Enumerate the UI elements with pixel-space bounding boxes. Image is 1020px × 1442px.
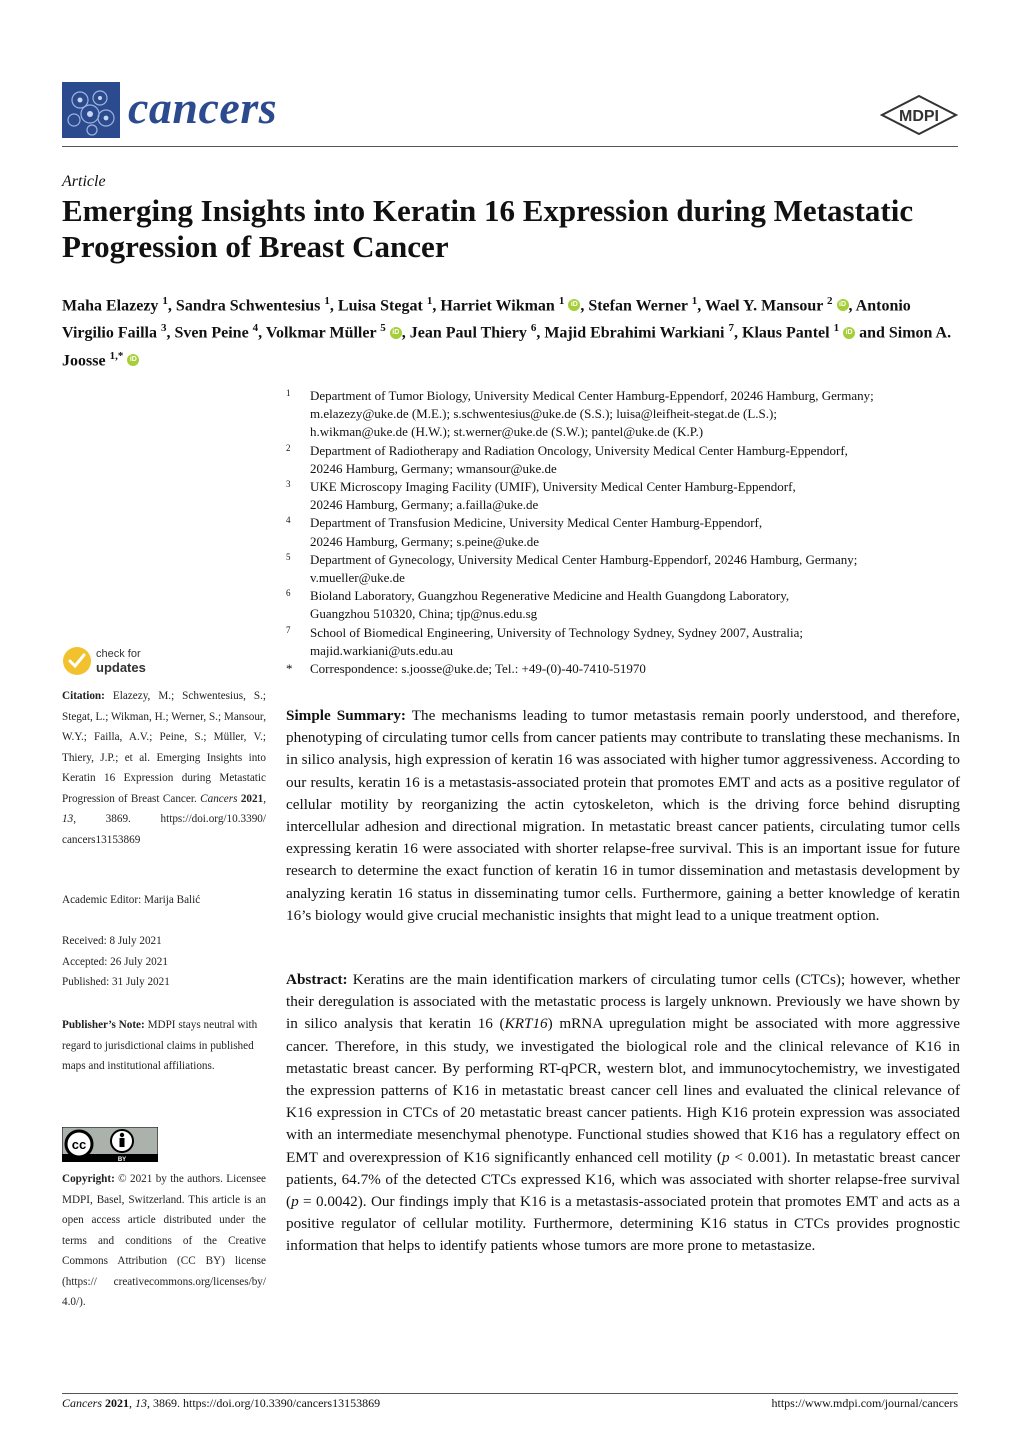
- article-type: Article: [62, 173, 106, 190]
- citation-block: Citation: Elazezy, M.; Schwentesius, S.; Stegat, L.; Wikman, H.; Werner, S.; Mansour, W.Y.; Failla, A.V.; Peine, S.; Müller, V.; Thiery, J.P.; et al. Emerging Insights into Keratin 16 Expression during Metastatic Progression of Breast Cancer. Cancers 2021, 13, 3869. https://doi.org/10.3390/ cancers13153869: [62, 690, 267, 846]
- author-name: Majid Ebrahimi Warkiani: [544, 324, 725, 342]
- author-name: Wael Y. Mansour: [704, 297, 824, 315]
- affiliation-item: [286, 442, 966, 478]
- orcid-icon[interactable]: iD: [127, 354, 139, 366]
- affiliation-line: Department of Transfusion Medicine, University Medical Center Hamburg-Eppendorf,: [310, 515, 763, 531]
- affiliation-line: 20246 Hamburg, Germany; a.failla@uke.de: [310, 497, 539, 513]
- affiliation-item: [286, 551, 966, 587]
- footer-year: 2021: [105, 1396, 129, 1410]
- svg-text:cc: cc: [71, 1137, 87, 1152]
- author-name: Harriet Wikman: [440, 297, 555, 315]
- publisher-logo-text: MDPI: [899, 108, 939, 125]
- author-name: Sven Peine: [174, 324, 249, 342]
- author-affiliation-number: 7: [728, 322, 734, 335]
- affiliation-line: Department of Gynecology, University Medical Center Hamburg-Eppendorf, 20246 Hamburg, Germany;: [310, 551, 858, 567]
- author-name: Maha Elazezy: [62, 297, 159, 315]
- publisher-note: [62, 1015, 266, 1077]
- abstract-text-part4: = 0.0042). Our findings imply that K16 is a metastasis-associated protein that promotes EMT and acts as a positive regulator of cellular motility. Furthermore, determining K16 status in CTCs provides prognostic information that helps to identify patients whose tumors are more prone to metastasize.: [286, 1193, 960, 1255]
- author-name: Klaus Pantel: [742, 324, 830, 342]
- publisher-note-text: MDPI stays neutral with regard to jurisdictional claims in published maps and institutional affiliations.: [62, 1019, 258, 1072]
- author-name: Volkmar Müller: [265, 324, 377, 342]
- abstract: [286, 969, 960, 1258]
- author-name: Simon A. Joosse: [62, 324, 952, 369]
- footer-citation: Cancers 2021, 13, 3869. https://doi.org/10.3390/cancers13153869: [62, 1396, 381, 1410]
- affiliation-line: majid.warkiani@uts.edu.au: [310, 642, 454, 658]
- affiliation-line: Department of Radiotherapy and Radiation Oncology, University Medical Center Hamburg-Eppendorf,: [310, 442, 848, 458]
- author-affiliation-number: 1,*: [109, 349, 124, 362]
- accepted-date: Accepted: 26 July 2021: [62, 955, 168, 968]
- orcid-icon[interactable]: iD: [568, 299, 580, 311]
- page-title: Emerging Insights into Keratin 16 Expression during Metastatic Progression of Breast Cancer: [62, 193, 914, 264]
- check-updates-line2: updates: [96, 660, 146, 675]
- check-for-updates-label[interactable]: [96, 648, 146, 676]
- affiliation-item: [286, 660, 966, 678]
- author-name: Jean Paul Thiery: [409, 324, 527, 342]
- affiliation-number: 5: [286, 551, 291, 562]
- affiliation-item: [286, 478, 966, 514]
- footer-journal-url[interactable]: https://www.mdpi.com/journal/cancers: [771, 1396, 958, 1410]
- cc-by-license-icon[interactable]: [62, 1127, 158, 1162]
- abstract-gene: KRT16: [504, 1015, 548, 1033]
- citation-text: Elazezy, M.; Schwentesius, S.; Stegat, L.; Wikman, H.; Werner, S.; Mansour, W.Y.; Failla, A.V.; Peine, S.; Müller, V.; Thiery, J.P.; et al. Emerging Insights into Keratin 16 Expression during Metastatic Progression of Breast Cancer.: [62, 690, 267, 805]
- author-name: Antonio Virgilio Failla: [62, 297, 911, 342]
- author-list: Maha Elazezy $^1$, Sandra Schwentesius $^1$, Luisa Stegat $^1$, Harriet Wikman $^1$ iD , Stefan Werner $^1$, Wael Y. Mansour $^2$ iD , Antonio Virgilio Failla $^3$, Sven Peine $^4$, Volkmar Müller $^5$ iD , Jean Paul Thiery $^6$, Majid Ebrahimi Warkiani $^7$, Klaus Pantel $^1$ iD and Simon A. Joosse $^{1,*}$ iD: [62, 295, 952, 369]
- abstract-text-part3: < 0.001). In metastatic breast cancer patients, 64.7% of the detected CTCs expressed K16, which was associated with shorter relapse-free survival (: [286, 1148, 960, 1211]
- authors-conjunction: and: [859, 324, 885, 342]
- footer-divider: [62, 1393, 958, 1394]
- abstract-p-var-2: p: [291, 1193, 299, 1211]
- author-affiliation-number: 6: [530, 322, 537, 335]
- publisher-note-label: Publisher’s Note:: [62, 1019, 145, 1031]
- orcid-icon[interactable]: iD: [843, 327, 855, 339]
- affiliation-line: m.elazezy@uke.de (M.E.); s.schwentesius@uke.de (S.S.); luisa@leifheit-stegat.de (L.S.);: [310, 406, 777, 422]
- affiliation-item: [286, 387, 966, 442]
- author-affiliation-number: 1: [426, 295, 433, 307]
- abstract-text-part2: ) mRNA upregulation might be associated with more aggressive cancer. Therefore, in this study, we investigated the biological role and the clinical relevance of K16 in metastatic breast cancer. By performing RT-qPCR, western blot, and immunocytochemistry, we investigated the expression patterns of K16 in metastatic breast cancer cell lines and evaluated the clinical relevance of K16 expression in CTCs of 20 metastatic breast cancer patients. High K16 protein expression was associated with an intermediate mesenchymal phenotype. Functional studies showed that K16 has a regulatory effect on EMT and overexpression of K16 significantly enhanced cell motility (: [286, 1015, 960, 1166]
- orcid-icon[interactable]: iD: [837, 299, 849, 311]
- abstract-text-part1: Keratins are the main identification markers of circulating tumor cells (CTCs); however, whether their deregulation is associated with the metastatic process is largely unknown. Previously we have shown by in silico analysis that keratin 16 (: [286, 971, 960, 1033]
- citation-journal: Cancers: [200, 792, 238, 805]
- citation-label: Citation:: [62, 690, 105, 702]
- author-name: Sandra Schwentesius: [175, 297, 321, 315]
- check-updates-line1: check for: [96, 648, 141, 660]
- footer-volume: 13: [135, 1396, 147, 1410]
- affiliation-item: [286, 514, 966, 550]
- affiliation-line: Correspondence: s.joosse@uke.de; Tel.: +49-(0)-40-7410-51970: [310, 661, 646, 677]
- received-date: Received: 8 July 2021: [62, 935, 162, 947]
- check-for-updates-icon[interactable]: [62, 646, 92, 676]
- journal-name: cancers: [128, 82, 278, 133]
- orcid-icon[interactable]: iD: [390, 327, 402, 339]
- author-affiliation-number: 1: [691, 295, 698, 307]
- academic-editor: Academic Editor: Marija Balić: [62, 894, 201, 906]
- header-divider: [62, 146, 958, 147]
- affiliation-line: Department of Tumor Biology, University Medical Center Hamburg-Eppendorf, 20246 Hamburg, Germany;: [310, 388, 874, 403]
- affiliation-number: *: [286, 661, 293, 677]
- affiliation-item: [286, 624, 966, 660]
- author-name: Stefan Werner: [588, 297, 688, 315]
- footer-doi-link[interactable]: , 3869. https://doi.org/10.3390/cancers13153869: [147, 1396, 381, 1410]
- affiliation-number: 4: [286, 515, 291, 526]
- affiliation-line: School of Biomedical Engineering, University of Technology Sydney, Sydney 2007, Australia;: [310, 624, 804, 640]
- affiliation-line: v.mueller@uke.de: [310, 570, 405, 586]
- author-affiliation-number: 1: [162, 295, 168, 307]
- journal-logo-icon: [62, 82, 120, 138]
- simple-summary: [286, 705, 960, 927]
- citation-doi-link[interactable]: , 3869. https://doi.org/10.3390/ cancers13153869: [62, 813, 266, 846]
- author-affiliation-number: 1: [324, 295, 330, 307]
- author-affiliation-number: 1: [833, 322, 840, 335]
- author-name: Luisa Stegat: [337, 297, 423, 315]
- affiliation-number: 7: [286, 624, 291, 635]
- affiliation-line: Bioland Laboratory, Guangzhou Regenerative Medicine and Health Guangdong Laboratory,: [310, 588, 790, 604]
- citation-volume: 13: [62, 813, 74, 825]
- copyright-block: [62, 1169, 266, 1313]
- abstract-p-var-1: p: [721, 1148, 730, 1166]
- affiliation-number: 6: [286, 588, 291, 599]
- author-affiliation-number: 2: [827, 295, 833, 307]
- simple-summary-label: Simple Summary:: [286, 707, 406, 724]
- affiliation-line: 20246 Hamburg, Germany; wmansour@uke.de: [310, 460, 557, 476]
- affiliation-number: 2: [286, 442, 291, 453]
- copyright-text: © 2021 by the authors. Licensee MDPI, Basel, Switzerland. This article is an open access article distributed under the terms and conditions of the Creative Commons Attribution (CC BY) license (https:// creativecommons.org/licenses/by/ 4.0/).: [62, 1173, 266, 1308]
- affiliation-line: h.wikman@uke.de (H.W.); st.werner@uke.de (S.W.); pantel@uke.de (K.P.): [310, 424, 704, 440]
- footer-journal: Cancers: [62, 1396, 102, 1410]
- dates: [62, 931, 266, 993]
- affiliation-number: 1: [286, 388, 291, 398]
- author-affiliation-number: 5: [380, 322, 386, 335]
- abstract-label: Abstract:: [286, 971, 348, 988]
- affiliation-number: 3: [286, 479, 291, 490]
- affiliation-line: 20246 Hamburg, Germany; s.peine@uke.de: [310, 533, 540, 549]
- author-affiliation-number: 4: [252, 322, 259, 335]
- affiliation-line: Guangzhou 510320, China; tjp@nus.edu.sg: [310, 606, 538, 622]
- copyright-label: Copyright:: [62, 1173, 115, 1185]
- mdpi-logo-icon: [880, 95, 958, 135]
- affiliations: [286, 387, 966, 678]
- affiliation-item: [286, 587, 966, 623]
- published-date: Published: 31 July 2021: [62, 976, 170, 988]
- affiliation-line: UKE Microscopy Imaging Facility (UMIF), University Medical Center Hamburg-Eppendorf,: [310, 479, 796, 495]
- simple-summary-text: The mechanisms leading to tumor metastasis remain poorly understood, and therefore, phenotyping of circulating tumor cells from cancer patients may contribute to translating these mechanisms. In in silico analysis, high expression of keratin 16 was associated with higher tumor aggressiveness. According to our results, keratin 16 is a metastasis-associated protein that promotes EMT and acts as a positive regulator of cellular motility by reorganizing the actin cytoskeleton, which is the driving force behind disrupting intercellular adhesion and directional migration. In metastatic breast cancer patients, circulating tumor cells expressing keratin 16 were associated with shorter relapse-free survival. This is an important issue for future research to determine the exact function of keratin 16 in tumor dissemination and metastasis development by analyzing keratin 16 status in disseminating tumor cells. Furthermore, gaining a better knowledge of keratin 16’s biology would give crucial mechanistic insights that might lead to a unique treatment option.: [286, 707, 961, 924]
- author-affiliation-number: 1: [558, 295, 565, 307]
- author-affiliation-number: 3: [160, 322, 167, 335]
- cc-by-label: BY: [117, 1157, 127, 1162]
- citation-year: 2021: [240, 792, 264, 805]
